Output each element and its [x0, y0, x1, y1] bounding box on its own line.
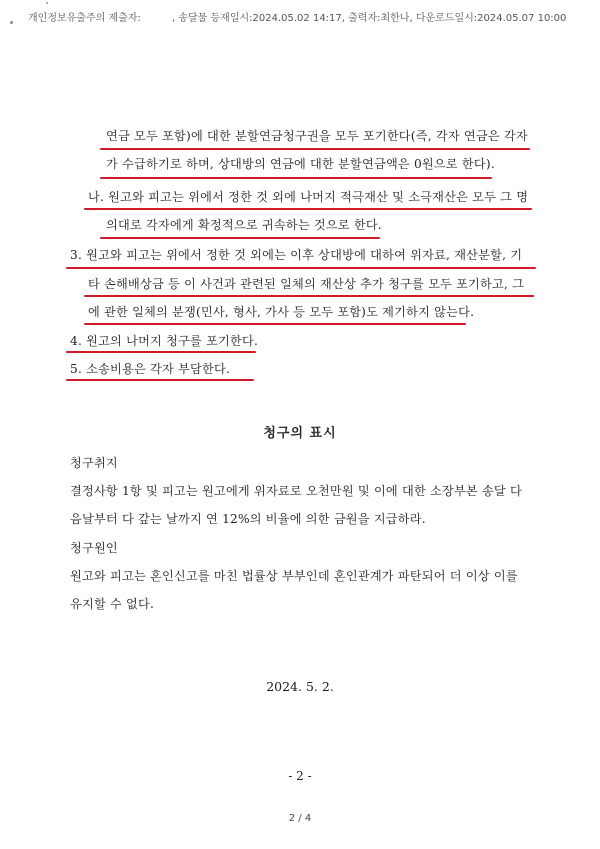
body-line-8: 4. 원고의 나머지 청구를 포기한다. [70, 334, 259, 348]
page-count: 2 / 4 [288, 813, 312, 824]
header-submitter: 개인정보유출주의 제출자: [28, 13, 141, 24]
body-line-4: 의대로 각자에게 확정적으로 귀속하는 것으로 한다. [106, 218, 382, 232]
document-date: 2024. 5. 2. [266, 679, 334, 694]
red-underline [100, 177, 492, 179]
body-line-3: 나. 원고와 피고는 위에서 정한 것 외에 나머지 적극재산 및 소극재산은 모두 그 명 [88, 190, 529, 204]
red-underline [66, 351, 256, 353]
claim-cause-line-1: 원고와 피고는 혼인신고를 마친 법률상 부부인데 혼인관계가 파탄되어 더 이상 이를 [70, 569, 518, 583]
claim-purpose-heading: 청구취지 [70, 456, 118, 470]
body-line-9: 5. 소송비용은 각자 부담한다. [70, 362, 231, 376]
red-underline [84, 295, 534, 297]
claim-purpose-line-1: 결정사항 1항 및 피고는 원고에게 위자료로 오천만원 및 이에 대한 소장부본 송달 다 [70, 484, 522, 498]
header-delivery-info: , 송달물 등재일시:2024.05.02 14:17, 출력자:최한나, 다운로드일시:2024.05.07 10:00 [172, 13, 567, 24]
body-line-6: 타 손해배상금 등 이 사건과 관련된 일체의 재산상 추가 청구를 모두 포기하고, 그 [88, 277, 525, 291]
body-line-5: 3. 원고와 피고는 위에서 정한 것 외에는 이후 상대방에 대하여 위자료, 재산분할, 기 [70, 248, 523, 262]
red-underline [84, 323, 466, 325]
section-title: 청구의 표시 [263, 426, 337, 441]
body-line-2: 가 수급하기로 하며, 상대방의 연금에 대한 분할연금액은 0원으로 한다). [106, 157, 495, 171]
claim-cause-line-2: 유지할 수 없다. [70, 597, 155, 611]
red-underline [66, 267, 536, 269]
claim-cause-heading: 청구원인 [70, 541, 118, 555]
scan-mark [46, 2, 48, 4]
red-underline [84, 208, 532, 210]
red-underline [100, 148, 530, 150]
page-number: - 2 - [288, 769, 312, 783]
bullet-icon [10, 21, 13, 24]
red-underline [66, 379, 254, 381]
claim-purpose-line-2: 음날부터 다 갚는 날까지 연 12%의 비율에 의한 금원을 지급하라. [70, 512, 426, 526]
red-underline [100, 237, 380, 239]
body-line-1: 연금 모두 포함)에 대한 분할연금청구권을 모두 포기한다(즉, 각자 연금은 각자 [106, 129, 528, 143]
body-line-7: 에 관한 일체의 분쟁(민사, 형사, 가사 등 모두 포함)도 제기하지 않는다. [88, 305, 475, 319]
